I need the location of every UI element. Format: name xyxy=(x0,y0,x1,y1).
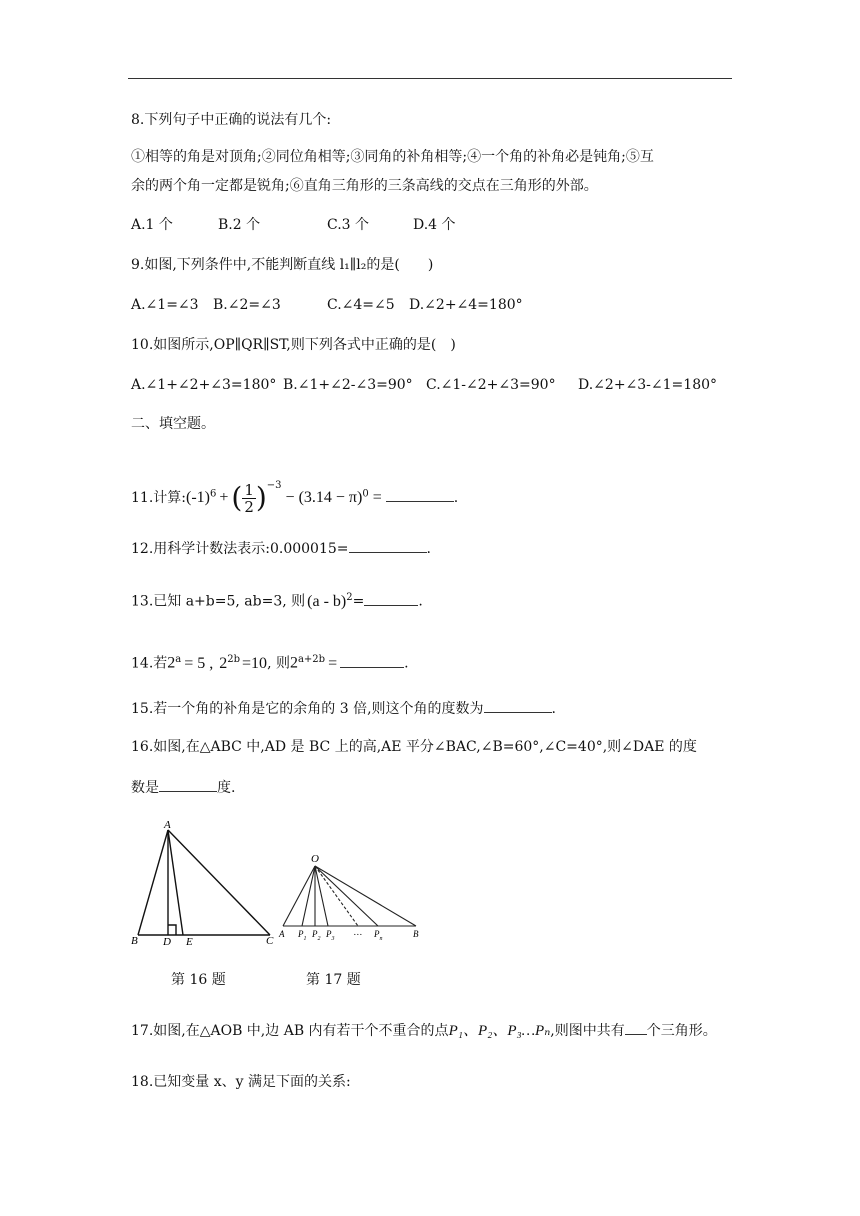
label-p1: $P_1$ xyxy=(298,929,307,942)
q11-exp1: 6 xyxy=(209,488,217,500)
label-a: A xyxy=(279,929,285,939)
question-10-options xyxy=(131,375,717,395)
label-b: B xyxy=(131,935,138,947)
q14-then: , 则 xyxy=(267,655,290,672)
q16-prefix: 数是 xyxy=(131,780,159,796)
question-9-options xyxy=(131,295,523,315)
q11-prefix: 11.计算: xyxy=(131,490,186,506)
q14-base3: 2 xyxy=(289,654,298,672)
header-rule xyxy=(128,78,732,79)
question-8-stem: 8.下列句子中正确的说法有几个: xyxy=(131,112,332,128)
q11-eq: = xyxy=(372,489,382,506)
answer-blank xyxy=(159,777,217,792)
q14-prefix: 14.若 xyxy=(131,655,168,672)
question-10-stem: 10.如图所示,OP∥QR∥ST,则下列各式中正确的是( ) xyxy=(131,337,456,353)
q17-suffix2: 个三角形。 xyxy=(646,1023,717,1039)
option-b: B.∠2=∠3 xyxy=(213,297,281,313)
q14-base2: 2 xyxy=(219,654,228,672)
question-17 xyxy=(131,1020,717,1041)
q13-end: . xyxy=(418,593,423,610)
q15-end: . xyxy=(551,701,556,717)
label-d: D xyxy=(163,936,171,948)
q14-exp3: a+2b xyxy=(297,654,326,665)
answer-blank xyxy=(625,1020,647,1035)
option-d: D.∠2+∠3-∠1=180° xyxy=(578,377,718,393)
option-a: A.∠1=∠3 xyxy=(131,297,199,313)
question-12 xyxy=(131,538,431,559)
label-c: C xyxy=(266,935,274,947)
option-b: B.2 个 xyxy=(218,217,261,233)
q14-eq: = xyxy=(328,654,338,672)
answer-blank xyxy=(349,538,427,553)
option-d: D.4 个 xyxy=(413,217,456,233)
q11-end: . xyxy=(453,490,459,506)
q11-exp3: 0 xyxy=(362,488,369,500)
q11-term1: (-1) xyxy=(185,489,210,506)
label-a: A xyxy=(164,819,171,831)
option-a: A.∠1+∠2+∠3=180° xyxy=(131,377,277,393)
question-16-line-2 xyxy=(131,777,235,798)
q11-plus: + xyxy=(219,489,229,506)
q14-base1: 2 xyxy=(167,654,176,672)
q11-frac-num: 1 xyxy=(244,480,254,499)
answer-blank xyxy=(364,591,418,606)
question-16-line-1: 16.如图,在△ABC 中,AD 是 BC 上的高,AE 平分∠BAC,∠B=60°,∠C=40°,则∠DAE 的度 xyxy=(131,739,697,755)
q11-term3: (3.14 − π) xyxy=(298,489,363,506)
q11-frac-den: 2 xyxy=(244,497,254,516)
q13-exp: 2 xyxy=(346,592,353,603)
label-o: O xyxy=(311,853,319,865)
q13-expr: (a - b) xyxy=(307,592,347,610)
answer-blank xyxy=(340,653,404,668)
question-9-stem: 9.如图,下列条件中,不能判断直线 l₁∥l₂的是( ) xyxy=(131,257,434,273)
question-14 xyxy=(131,650,409,674)
q11-minus: − xyxy=(285,489,295,506)
q14-exp1: a xyxy=(175,654,182,665)
figure-17-caption: 第 17 题 xyxy=(306,972,361,988)
question-11: 11.计算$:(-1)^6$ + ( $\frac{1}{2}$ )$^{-3}- (3.14 - \pi)^0$ = . xyxy=(131,480,459,516)
question-15 xyxy=(131,698,556,719)
q16-suffix: 度. xyxy=(217,780,236,796)
question-8-body-line-1: ①相等的角是对顶角;②同位角相等;③同角的补角相等;④一个角的补角必是钝角;⑤互 xyxy=(131,149,654,165)
section-heading: 二、填空题。 xyxy=(131,416,215,432)
q14-val2: =10 xyxy=(242,654,268,672)
option-b: B.∠1+∠2-∠3=90° xyxy=(283,377,413,393)
option-c: C.3 个 xyxy=(327,217,370,233)
question-8-options xyxy=(131,215,456,235)
label-pn: $P_n$ xyxy=(374,929,383,942)
option-c: C.∠4=∠5 xyxy=(327,297,395,313)
answer-blank xyxy=(386,487,454,502)
q11-exp2: −3 xyxy=(266,480,282,491)
question-13 xyxy=(131,588,423,612)
q17-prefix: 17.如图,在△AOB 中,边 AB 内有若干个不重合的点 xyxy=(131,1023,449,1039)
figure-16-caption: 第 16 题 xyxy=(171,972,226,988)
q13-text: 13.已知 a+b=5, ab=3, 则 xyxy=(131,593,306,610)
option-d: D.∠2+∠4=180° xyxy=(409,297,523,313)
label-p2: $P_2$ xyxy=(312,929,321,942)
question-8-body-line-2: 余的两个角一定都是锐角;⑥直角三角形的三条高线的交点在三角形的外部。 xyxy=(131,178,598,194)
q17-suffix: ,则图中共有 xyxy=(550,1023,625,1039)
label-p3: $P_3$ xyxy=(326,929,335,942)
figure-16-triangle xyxy=(128,818,278,948)
q14-exp2: 2b xyxy=(227,654,241,665)
q12-text: 12.用科学计数法表示:0.000015= xyxy=(131,541,349,557)
answer-blank xyxy=(484,698,552,713)
q14-end: . xyxy=(404,655,409,672)
q15-text: 15.若一个角的补角是它的余角的 3 倍,则这个角的度数为 xyxy=(131,701,484,717)
figure-17-triangle xyxy=(278,850,428,945)
option-a: A.1 个 xyxy=(131,217,173,233)
label-dots: … xyxy=(354,927,363,937)
label-e: E xyxy=(186,936,193,948)
q12-end: . xyxy=(426,541,431,557)
q14-val1: = 5 , xyxy=(184,654,214,672)
option-c: C.∠1-∠2+∠3=90° xyxy=(426,377,556,393)
q11-fraction xyxy=(242,482,256,515)
question-18: 18.已知变量 x、y 满足下面的关系: xyxy=(131,1074,351,1090)
q13-eq: = xyxy=(352,593,365,610)
q17-points: P₁、P₂、P₃…Pₙ xyxy=(448,1023,551,1039)
label-b: B xyxy=(413,929,419,939)
